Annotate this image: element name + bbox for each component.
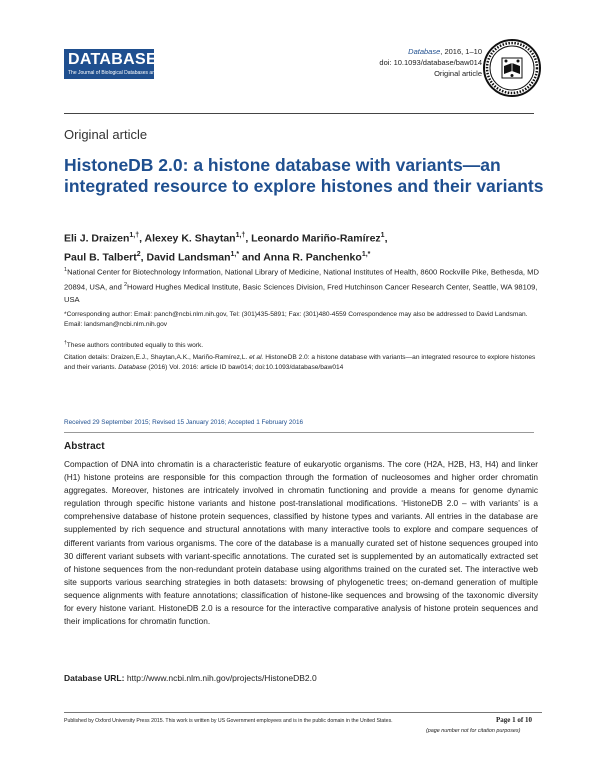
logo-tagline: The Journal of Biological Databases and Curation [68,70,179,76]
abstract-body: Compaction of DNA into chromatin is a characteristic feature of eukaryotic organisms. The core (H2A, H2B, H3, H4) and linker (H1) histone proteins are responsible for this compaction through the formation of nucleosomes and higher order chromatin aggregates. Moreover, histones are intricately involved in chromatin functioning and provide a means for genome dynamic regulation through specific histone variants and histone post-translational modifications. ‘HistoneDB 2.0 – with variants’ is a comprehensive database of histone protein sequences, classified by histone types and variants. All entries in the database are supplemented by rich sequence and structural annotations with many interactive tools to explore and compare sequences of different variants from various organisms. The core of the database is a manually curated set of histone sequences grouped into 30 different variant subsets with variant-specific annotations. The curated set is supplemented by an automatically extracted set of histone sequences from the non-redundant protein database using algorithms trained on the curated set. The interactive web site supports various searching strategies in both datasets: browsing of phylogenetic trees; on-demand generation of multiple sequence alignments with feature annotations; classification of histone-like sequences and browsing of the taxonomic diversity for every histone variant. HistoneDB 2.0 is a resource for the interactive comparative analysis of histone protein sequences and their implications for chromatin function. [64,459,538,627]
database-url-label: Database URL: [64,673,125,683]
equal-contribution: †These authors contributed equally to this work. [64,340,204,350]
author-name: and Anna R. Panchenko [239,251,362,263]
section-label: Original article [64,127,148,142]
journal-logo [64,49,179,79]
author-sup: 1,† [235,232,246,239]
oup-seal-icon [482,38,542,98]
author-name: , Leonardo Mariño-Ramírez [245,232,381,245]
author-list: Eli J. Draizen$^{1,\dagger}$, Alexey K. Shaytan$^{1,\dagger}$, Leonardo Mariño-Ramírez$^1$, Paul B. Talbert$^2$, David Landsman$^{1,*}$ and Anna R. Panchenko$^{1,*}$ [64,232,388,263]
received-dates: Received 29 September 2015; Revised 15 January 2016; Accepted 1 February 2016 [64,419,304,426]
footer-rule [64,712,542,713]
citation-details: Citation details: Draizen,E.J., Shaytan,A.K., Mariño-Ramírez,L. et al. HistoneDB 2.0: a histone database with variants—an integrated resource to explore histones and their variants. Database (2016) Vol. 2016: article ID baw014; doi:10.1093/database/baw014 [64,354,536,371]
author-name: Eli J. Draizen [64,232,130,245]
database-url [64,673,317,683]
author-name: , Alexey K. Shaytan [139,232,236,245]
article-title: HistoneDB 2.0: a histone database with variants—an integrated resource to explore histones and their variants [64,155,544,196]
journal-year-pages: , 2016, 1–10 [440,47,482,56]
author-sup: 1,* [230,250,240,258]
page-number: Page 1 of 10 [496,716,532,724]
divider [64,432,534,433]
affil-text: National Center for Biotechnology Information, National Library of Medicine, National Institutes of Health, 8600 Rockville Pike, Bethesda, MD 20894, USA, and [64,267,539,292]
journal-name: Database [408,47,441,56]
affil-sup: 1 [64,267,68,273]
page-note: (page number not for citation purposes) [426,728,521,734]
affiliations [64,264,544,306]
abstract-heading: Abstract [64,441,105,452]
logo-text: DATABASE [68,51,157,68]
author-sup: 1,* [361,250,371,258]
author-name: , David Landsman [140,251,231,263]
author-sup: 1 [380,232,385,239]
author-name: Paul B. Talbert [64,251,137,263]
header-meta [379,46,482,79]
header-doi: doi: 10.1093/database/baw014 [379,58,482,67]
author-sup: 1,† [129,232,140,239]
author-sup: 2 [136,250,141,258]
header-rule [64,113,534,114]
correspondence: *Corresponding author: Email: panch@ncbi.nlm.nih.gov, Tel: (301)435-5891; Fax: (301)480-4559 Correspondence may also be addressed to David Landsman. Email: landsman@ncbi.nlm.nih.gov [64,311,528,328]
affil-sup: 2 [123,281,128,288]
header-article-type: Original article [434,69,482,78]
footer-copyright: Published by Oxford University Press 2015. This work is written by US Government employees and is in the public domain in the United States. [64,718,393,724]
affil-text: Howard Hughes Medical Institute, Basic Sciences Division, Fred Hutchinson Cancer Research Center, Seattle, WA 98109, USA [64,282,538,305]
database-url-link[interactable]: http://www.ncbi.nlm.nih.gov/projects/HistoneDB2.0 [124,673,317,683]
